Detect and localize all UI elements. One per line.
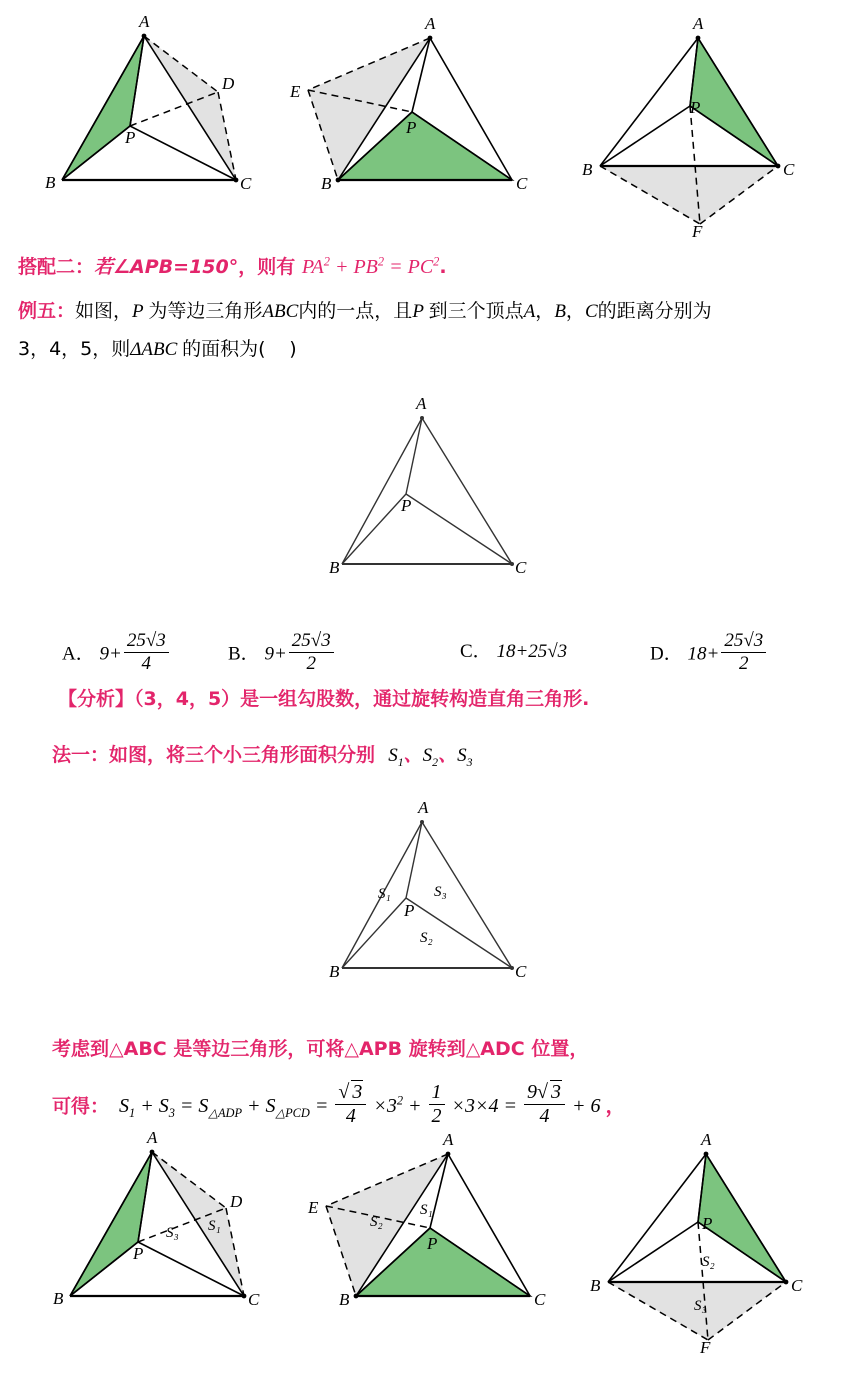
option-b-fraction <box>289 630 334 675</box>
figure-bottom-right <box>588 1130 838 1355</box>
method-one-line <box>52 740 472 770</box>
option-a-denominator: 4 <box>141 652 152 674</box>
vertex-label-f: F <box>692 222 703 241</box>
pairing-two-formula: $PA^2 + PB^2 = PC^2$ <box>301 254 440 278</box>
method-one-s2: $S_2$ <box>422 745 439 769</box>
vertex-label-p: P <box>404 901 415 920</box>
area-label-s3: S₃ <box>166 1225 179 1241</box>
vertex-label-a: A <box>693 14 704 33</box>
vertex-label-c: C <box>515 558 527 577</box>
area-label-s2: S₂ <box>420 930 433 946</box>
area-label-s1: S₁ <box>208 1218 221 1234</box>
vertex-label-b: B <box>45 173 56 192</box>
option-c-value: 18+25√3 <box>496 641 568 662</box>
option-d-whole: 18+ <box>687 643 720 665</box>
example-five-vertex-c: C <box>584 301 598 322</box>
analysis-text: （3，4，5）是一组勾股数，通过旋转构造直角三角形. <box>134 688 590 710</box>
frac-denominator: 4 <box>345 1105 356 1127</box>
option-b[interactable] <box>228 630 336 675</box>
sep-2: 、 <box>438 744 458 766</box>
green-region <box>690 38 778 166</box>
example-five-vertex-a: A <box>523 301 536 322</box>
vertex-label-c: C <box>515 962 527 981</box>
example-five-line1 <box>18 296 712 323</box>
example-five-text-then: 则 <box>111 338 131 360</box>
analysis-line <box>58 684 589 711</box>
vertex-label-p: P <box>702 1214 713 1233</box>
result-comma: ， <box>605 1093 626 1118</box>
figure-top-middle <box>290 14 540 204</box>
area-label-s3: S₃ <box>434 884 447 900</box>
result-line <box>52 1080 626 1128</box>
frac-one-over-2 <box>429 1081 445 1128</box>
vertex-label-c: C <box>783 160 795 179</box>
vertex-label-a: A <box>147 1128 158 1147</box>
vertex-label-a: A <box>425 14 436 33</box>
vertex-label-c: C <box>248 1290 260 1309</box>
figure-top-right <box>580 14 830 241</box>
example-five-point-p: P <box>132 301 144 322</box>
figure-bottom-left <box>48 1130 298 1325</box>
figure-top-left <box>40 14 280 204</box>
option-d-fraction <box>721 630 766 675</box>
area-label-s2: S₂ <box>702 1254 715 1270</box>
vertex-label-b: B <box>321 174 332 193</box>
vertex-label-p: P <box>401 496 412 515</box>
option-a-numerator: 25√3 <box>124 630 169 653</box>
example-five-text-e: 的距离分别为 <box>597 300 712 322</box>
option-a-letter: A． <box>62 643 95 665</box>
example-five-text-b: 为等边三角形 <box>148 300 263 322</box>
vertex-label-b: B <box>590 1276 601 1295</box>
option-d[interactable] <box>650 630 768 675</box>
vertex-label-c: C <box>791 1276 803 1295</box>
vertex-label-c: C <box>240 174 252 193</box>
option-c[interactable] <box>460 636 567 663</box>
vertex-label-d: D <box>222 74 235 93</box>
figure-mid-labeled <box>330 800 540 985</box>
example-five-triangle-abc: ABC <box>262 301 299 322</box>
vertex-label-p: P <box>133 1244 144 1263</box>
frac-root3-over-4 <box>335 1080 366 1128</box>
pairing-two-then: 则有 <box>257 256 296 278</box>
area-label-s2: S₂ <box>370 1214 383 1230</box>
method-one-s1: $S_1$ <box>388 745 404 769</box>
vertex-label-b: B <box>329 962 340 981</box>
example-five-label: 例五： <box>18 300 76 322</box>
frac-denominator: 2 <box>431 1105 442 1127</box>
consider-text: 考虑到△ABC 是等边三角形，可将△APB 旋转到△ADC 位置， <box>52 1038 589 1060</box>
method-one-s3: $S_3$ <box>457 745 473 769</box>
gray-region <box>600 166 778 224</box>
area-label-s1: S₁ <box>378 886 391 902</box>
example-five-vertex-b: B <box>554 301 566 322</box>
vertex-label-c: C <box>534 1290 546 1309</box>
example-five-text-c: 内的一点，且 <box>298 300 413 322</box>
pairing-two-label: 搭配二： <box>18 256 95 278</box>
result-formula: $S_1 + S_3 = S_{\triangle ADP} + S_{\triangle PCD}$ = $\frac{√ 3}{4}$ $\times 3^2$ + $\frac{1}{2}$ ×3×4 = $\frac{9√ 3}{4}$ + 6 <box>119 1081 606 1127</box>
example-five-triangle: ΔABC <box>130 339 178 360</box>
frac-numerator: √ 3 <box>335 1080 366 1105</box>
option-a[interactable] <box>62 630 171 675</box>
vertex-label-e: E <box>290 82 301 101</box>
figure-mid-plain <box>330 396 540 581</box>
example-five-text-a: 如图， <box>75 300 133 322</box>
figure-bottom-middle <box>308 1130 568 1325</box>
area-label-s1: S₁ <box>420 1202 433 1218</box>
example-five-text-d: 到三个顶点 <box>428 300 524 322</box>
vertex-label-p: P <box>690 98 701 117</box>
comma-2: ， <box>565 300 585 322</box>
vertex-label-f: F <box>700 1338 711 1357</box>
vertex-label-b: B <box>329 558 340 577</box>
vertex-label-c: C <box>516 174 528 193</box>
vertex-label-a: A <box>443 1130 454 1149</box>
option-b-whole: 9+ <box>264 643 287 665</box>
pairing-two-comma: ， <box>238 256 258 278</box>
method-one-text: 如图，将三个小三角形面积分别 <box>109 744 376 766</box>
option-c-letter: C． <box>460 641 492 662</box>
option-b-denominator: 2 <box>306 652 316 674</box>
frac-denominator: 4 <box>539 1105 550 1127</box>
vertex-label-p: P <box>125 128 136 147</box>
consider-line <box>52 1034 588 1061</box>
option-d-numerator: 25√3 <box>721 630 766 653</box>
vertex-label-b: B <box>339 1290 350 1309</box>
analysis-label: 【分析】 <box>58 688 135 710</box>
example-five-numbers: 3，4，5， <box>18 338 112 360</box>
area-label-s3: S₃ <box>694 1298 707 1314</box>
sep-1: 、 <box>403 744 423 766</box>
option-d-letter: D． <box>650 643 683 665</box>
vertex-label-p: P <box>427 1234 438 1253</box>
vertex-label-a: A <box>418 798 429 817</box>
vertex-label-a: A <box>416 394 427 413</box>
example-five-paren-close: ) <box>289 338 297 360</box>
example-five-point-p2: P <box>412 301 424 322</box>
vertex-label-a: A <box>701 1130 712 1149</box>
example-five-text-area: 的面积为( <box>182 338 266 360</box>
result-label: 可得： <box>52 1095 110 1118</box>
option-a-fraction <box>124 630 169 675</box>
frac-9root3-over-4 <box>524 1080 565 1128</box>
vertex-label-b: B <box>53 1289 64 1308</box>
option-b-letter: B． <box>228 643 260 665</box>
frac-numerator: 9√ 3 <box>524 1080 565 1105</box>
vertex-label-d: D <box>230 1192 243 1211</box>
vertex-label-p: P <box>406 118 417 137</box>
example-five-line2 <box>18 334 297 361</box>
pairing-two-condition: 若∠APB=150° <box>94 256 239 278</box>
option-a-whole: 9+ <box>99 643 122 665</box>
option-b-numerator: 25√3 <box>289 630 334 653</box>
method-one-label: 法一： <box>52 744 110 766</box>
option-d-denominator: 2 <box>739 652 749 674</box>
vertex-label-a: A <box>139 12 150 31</box>
vertex-label-e: E <box>308 1198 319 1217</box>
pairing-two-period: . <box>439 256 447 278</box>
frac-numerator: 1 <box>429 1081 445 1105</box>
comma-1: ， <box>535 300 555 322</box>
pairing-two-line <box>18 252 447 279</box>
vertex-label-b: B <box>582 160 593 179</box>
